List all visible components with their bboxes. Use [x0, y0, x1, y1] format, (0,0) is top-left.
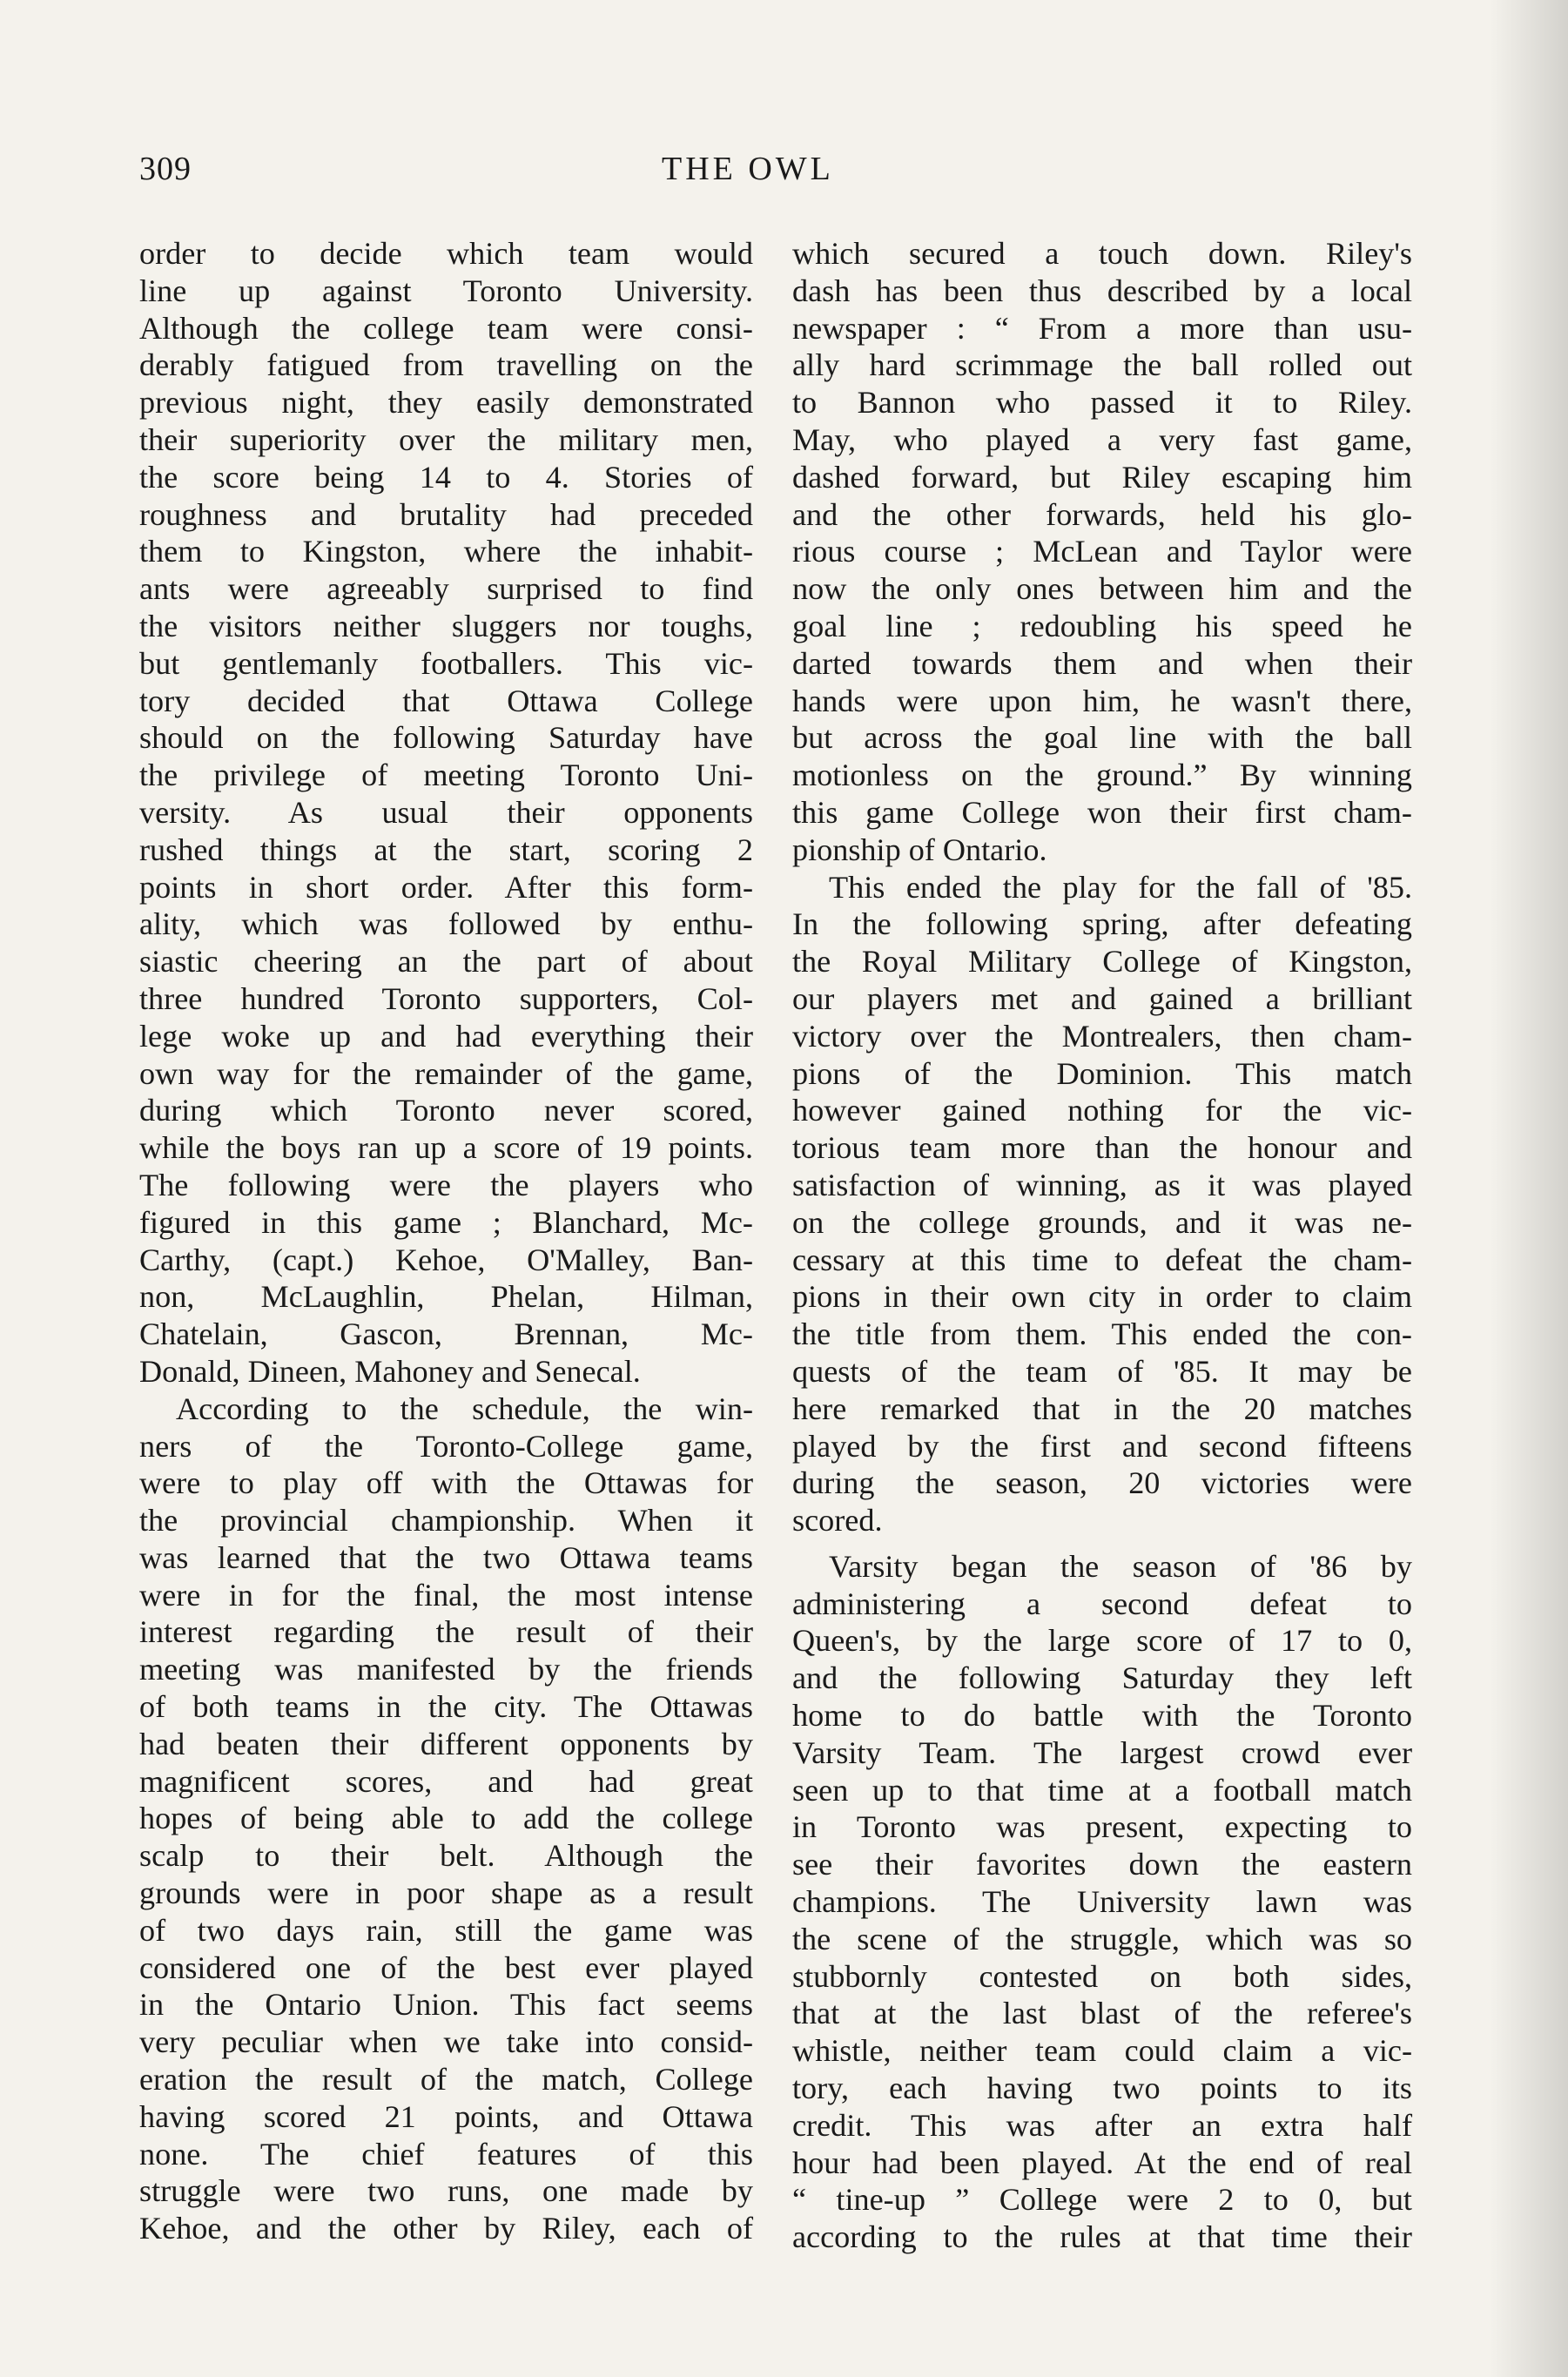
text-line: rious course ; McLean and Taylor were: [792, 534, 1412, 569]
text-line: Donald, Dineen, Mahoney and Senecal.: [139, 1353, 641, 1389]
text-line: our players met and gained a brilliant: [792, 980, 1412, 1016]
text-line: the score being 14 to 4. Stories of: [139, 459, 753, 495]
text-line: very peculiar when we take into consid-: [139, 2024, 753, 2060]
text-line: magnificent scores, and had great: [139, 1763, 753, 1799]
text-line: however gained nothing for the vic-: [792, 1093, 1412, 1128]
text-line: previous night, they easily demonstrated: [139, 385, 753, 421]
text-line: which secured a touch down. Riley's: [792, 236, 1412, 271]
page-edge-shadow: [1490, 0, 1568, 2377]
text-line: dashed forward, but Riley escaping him: [792, 459, 1412, 495]
text-line: meeting was manifested by the friends: [139, 1652, 753, 1687]
text-line: satisfaction of winning, as it was played: [792, 1167, 1412, 1202]
running-title: THE OWL: [662, 151, 834, 187]
text-line: dash has been thus described by a local: [792, 273, 1412, 308]
text-line: the title from them. This ended the con-: [792, 1316, 1412, 1352]
text-line: and the other forwards, held his glo-: [792, 496, 1412, 532]
text-line: the scene of the struggle, which was so: [792, 1921, 1412, 1956]
text-line: stubbornly contested on both sides,: [792, 1958, 1412, 1994]
text-line: order to decide which team would: [139, 236, 753, 271]
text-line: pions in their own city in order to claim: [792, 1279, 1412, 1315]
text-line: In the following spring, after defeating: [792, 906, 1412, 942]
text-line: hopes of being able to add the college: [139, 1801, 753, 1836]
text-line: cessary at this time to defeat the cham-: [792, 1242, 1412, 1277]
text-line: of both teams in the city. The Ottawas: [139, 1689, 753, 1725]
text-line: seen up to that time at a football match: [792, 1772, 1412, 1808]
text-line: ally hard scrimmage the ball rolled out: [792, 347, 1412, 383]
text-line: were in for the final, the most intense: [139, 1577, 753, 1613]
text-line: May, who played a very fast game,: [792, 421, 1412, 457]
text-line: on the college grounds, and it was ne-: [792, 1204, 1412, 1240]
text-line: administering a second defeat to: [792, 1586, 1412, 1621]
text-line: figured in this game ; Blanchard, Mc-: [139, 1204, 753, 1240]
text-line: Kehoe, and the other by Riley, each of: [139, 2211, 753, 2246]
text-line: siastic cheering an the part of about: [139, 944, 753, 980]
text-line: here remarked that in the 20 matches: [792, 1391, 1412, 1426]
text-line: while the boys ran up a score of 19 points.: [139, 1130, 753, 1166]
text-line: roughness and brutality had preceded: [139, 496, 753, 532]
text-line: The following were the players who: [139, 1167, 753, 1202]
text-line: during the season, 20 victories were: [792, 1465, 1412, 1501]
text-line: Although the college team were consi-: [139, 310, 753, 346]
text-line: three hundred Toronto supporters, Col-: [139, 980, 753, 1016]
text-line: none. The chief features of this: [139, 2136, 753, 2172]
text-line: now the only ones between him and the: [792, 571, 1412, 607]
text-line: quests of the team of '85. It may be: [792, 1353, 1412, 1389]
text-line: scored.: [792, 1503, 883, 1539]
text-line: According to the schedule, the win-: [176, 1391, 753, 1426]
text-line: lege woke up and had everything their: [139, 1018, 753, 1054]
paragraph-gap: [792, 1539, 1412, 1548]
text-line: the visitors neither sluggers nor toughs,: [139, 608, 753, 643]
text-line: interest regarding the result of their: [139, 1614, 753, 1650]
text-line: were to play off with the Ottawas for: [139, 1465, 753, 1501]
text-line: that at the last blast of the referee's: [792, 1996, 1412, 2031]
text-line: during which Toronto never scored,: [139, 1093, 753, 1128]
text-line: This ended the play for the fall of '85.: [829, 869, 1412, 905]
text-line: should on the following Saturday have: [139, 720, 753, 756]
text-line: and the following Saturday they left: [792, 1660, 1412, 1696]
text-line: the Royal Military College of Kingston,: [792, 944, 1412, 980]
text-line: Chatelain, Gascon, Brennan, Mc-: [139, 1316, 753, 1352]
text-line: considered one of the best ever played: [139, 1949, 753, 1985]
text-line: Queen's, by the large score of 17 to 0,: [792, 1623, 1412, 1659]
text-line: Varsity began the season of '86 by: [829, 1548, 1412, 1584]
text-line: pionship of Ontario.: [792, 832, 1047, 867]
left-text-column: [139, 235, 753, 2247]
text-line: Varsity Team. The largest crowd ever: [792, 1734, 1412, 1770]
text-line: Carthy, (capt.) Kehoe, O'Malley, Ban-: [139, 1242, 753, 1277]
text-line: line up against Toronto University.: [139, 273, 753, 308]
text-line: the provincial championship. When it: [139, 1503, 753, 1539]
text-line: “ tine-up ” College were 2 to 0, but: [792, 2182, 1412, 2218]
text-line: but gentlemanly footballers. This vic-: [139, 645, 753, 681]
text-line: but across the goal line with the ball: [792, 720, 1412, 756]
text-line: versity. As usual their opponents: [139, 794, 753, 830]
text-line: ality, which was followed by enthu-: [139, 906, 753, 942]
text-line: struggle were two runs, one made by: [139, 2173, 753, 2209]
text-line: newspaper : “ From a more than usu-: [792, 310, 1412, 346]
page-header: [139, 150, 1428, 193]
text-line: darted towards them and when their: [792, 645, 1412, 681]
text-line: whistle, neither team could claim a vic-: [792, 2033, 1412, 2069]
text-line: them to Kingston, where the inhabit-: [139, 534, 753, 569]
text-line: rushed things at the start, scoring 2: [139, 832, 753, 867]
text-line: according to the rules at that time their: [792, 2219, 1412, 2255]
text-line: of two days rain, still the game was: [139, 1912, 753, 1948]
text-line: goal line ; redoubling his speed he: [792, 608, 1412, 643]
text-line: hands were upon him, he wasn't there,: [792, 683, 1412, 718]
text-line: in the Ontario Union. This fact seems: [139, 1987, 753, 2023]
text-line: this game College won their first cham-: [792, 794, 1412, 830]
text-line: champions. The University lawn was: [792, 1884, 1412, 1920]
text-line: credit. This was after an extra half: [792, 2107, 1412, 2143]
text-line: having scored 21 points, and Ottawa: [139, 2098, 753, 2134]
text-line: motionless on the ground.” By winning: [792, 758, 1412, 793]
text-line: ants were agreeably surprised to find: [139, 571, 753, 607]
text-line: tory decided that Ottawa College: [139, 683, 753, 718]
text-line: hour had been played. At the end of real: [792, 2145, 1412, 2180]
text-line: own way for the remainder of the game,: [139, 1055, 753, 1091]
page-number: 309: [139, 151, 192, 187]
text-line: home to do battle with the Toronto: [792, 1698, 1412, 1734]
text-line: scalp to their belt. Although the: [139, 1838, 753, 1874]
text-line: the privilege of meeting Toronto Uni-: [139, 758, 753, 793]
text-line: pions of the Dominion. This match: [792, 1055, 1412, 1091]
text-line: see their favorites down the eastern: [792, 1847, 1412, 1882]
text-line: victory over the Montrealers, then cham-: [792, 1018, 1412, 1054]
text-line: grounds were in poor shape as a result: [139, 1875, 753, 1911]
text-line: tory, each having two points to its: [792, 2071, 1412, 2106]
text-line: was learned that the two Ottawa teams: [139, 1539, 753, 1575]
text-line: their superiority over the military men,: [139, 421, 753, 457]
text-line: in Toronto was present, expecting to: [792, 1809, 1412, 1845]
right-text-column: [792, 235, 1412, 2256]
text-line: to Bannon who passed it to Riley.: [792, 385, 1412, 421]
text-line: eration the result of the match, College: [139, 2062, 753, 2098]
text-line: ners of the Toronto-College game,: [139, 1428, 753, 1464]
text-line: non, McLaughlin, Phelan, Hilman,: [139, 1279, 753, 1315]
text-line: torious team more than the honour and: [792, 1130, 1412, 1166]
text-line: had beaten their different opponents by: [139, 1726, 753, 1761]
text-line: played by the first and second fifteens: [792, 1428, 1412, 1464]
text-line: derably fatigued from travelling on the: [139, 347, 753, 383]
text-line: points in short order. After this form-: [139, 869, 753, 905]
